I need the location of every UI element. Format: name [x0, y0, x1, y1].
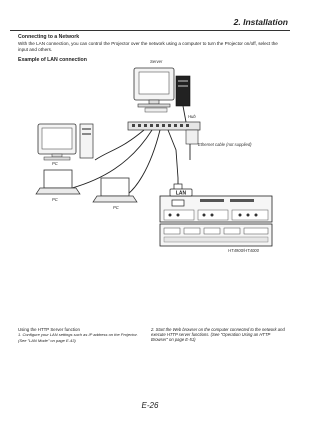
server-icon	[134, 68, 190, 112]
laptop-pc-icon	[36, 170, 80, 194]
lan-port-label: LAN	[175, 190, 187, 197]
step-2: 2. Start the Web browser on the computer connected to the network and execute HTTP server functions. (See "Operation Using an HTTP Browser" on page E-51)	[151, 327, 285, 343]
cable-label: Ethernet cable (not supplied)	[198, 142, 252, 147]
steps-left-column	[18, 327, 143, 343]
example-title: Example of LAN connection	[18, 57, 87, 63]
desktop-pc-icon	[38, 124, 93, 160]
chapter-title: 2. Installation	[233, 17, 288, 27]
step-1: 1. Configure your LAN settings such as IP address on the Projector. (See "LAN Mode" on page E-43)	[18, 332, 138, 343]
projector-rear-panel	[160, 196, 272, 246]
section-title: Connecting to a Network	[18, 34, 80, 40]
hub-label: Hub	[188, 114, 196, 119]
laptop-pc-icon-2	[93, 178, 137, 202]
hub-icon	[128, 122, 200, 144]
pc-label-2: PC	[52, 197, 58, 202]
pc-label-3: PC	[113, 205, 119, 210]
pc-label-1: PC	[52, 161, 58, 166]
model-label: HT4900/HT4000	[228, 248, 259, 253]
server-label: Server	[150, 59, 163, 64]
steps-heading: Using the HTTP Server function	[18, 327, 80, 332]
section-body: With the LAN connection, you can control the Projector over the network using a computer to turn the Projector on/off, select the input and others.	[18, 41, 278, 53]
page-number: E-26	[141, 401, 159, 410]
